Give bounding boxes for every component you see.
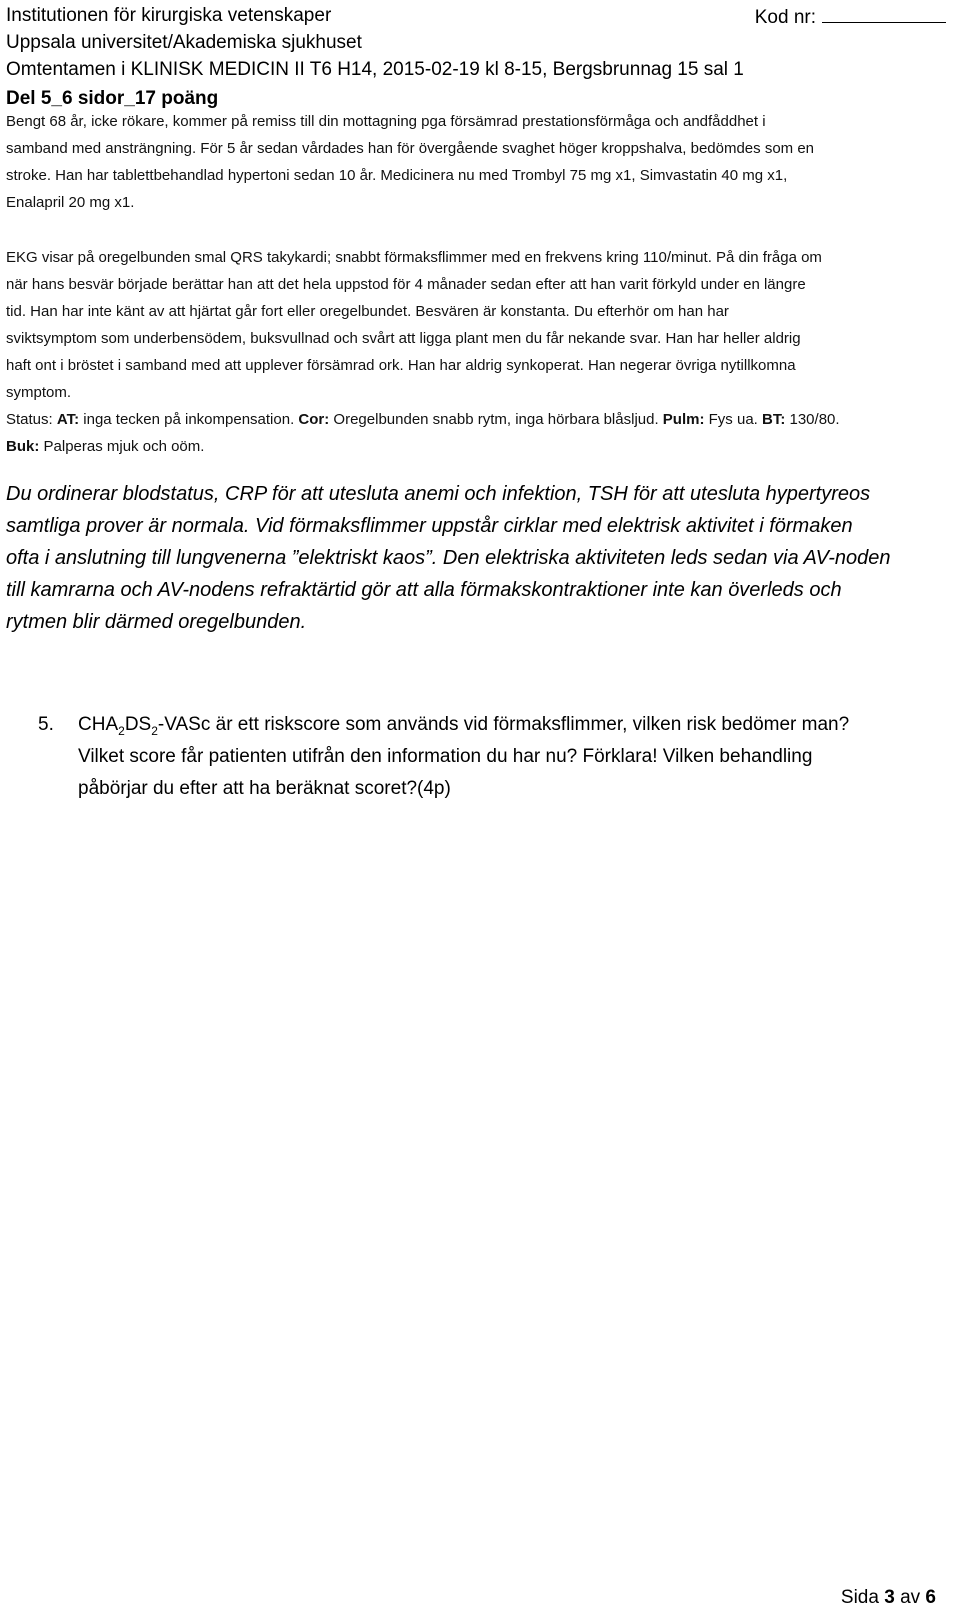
answer-line: ofta i anslutning till lungvenerna ”elektriskt kaos”. Den elektriska aktiviteten leds sedan via AV-noden: [6, 547, 891, 569]
case-line: stroke. Han har tablettbehandlad hypertoni sedan 10 år. Medicinera nu med Trombyl 75 mg x1, Simvastatin 40 mg x1,: [6, 167, 788, 184]
at-text: inga tecken på inkompensation.: [83, 411, 295, 428]
institution-name: Institutionen för kirurgiska vetenskaper: [6, 5, 332, 26]
code-number-field: [755, 3, 946, 31]
question-number: 5.: [38, 714, 54, 735]
status-label: Status:: [6, 411, 53, 428]
score-subscript-b: 2: [151, 723, 158, 738]
bt-label: BT:: [762, 411, 786, 428]
ekg-line: när hans besvär började berättar han att det hela uppstod för 4 månader sedan efter att han varit förkyld under en längre: [6, 276, 806, 293]
page-of-word: av: [900, 1587, 921, 1608]
ekg-history: [6, 244, 946, 460]
question-line-3: påbörjar du efter att ha beräknat scoret?(4p): [78, 778, 451, 799]
case-line: Bengt 68 år, icke rökare, kommer på remiss till din mottagning pga försämrad prestationsförmåga och andfåddhet i: [6, 113, 766, 130]
buk-label: Buk:: [6, 438, 40, 455]
ekg-line: sviktsymptom som underbensödem, buksvullnad och svårt att ligga plant men du får nekande svar. Han har heller aldrig: [6, 330, 801, 347]
case-line: Enalapril 20 mg x1.: [6, 194, 135, 211]
score-subscript-a: 2: [118, 723, 125, 738]
question-line-1-rest: -VASc är ett riskscore som används vid förmaksflimmer, vilken risk bedömer man?: [157, 714, 850, 735]
pulm-label: Pulm:: [662, 411, 705, 428]
header-university: Uppsala universitet/Akademiska sjukhuset: [6, 32, 362, 53]
buk-line: [6, 433, 946, 460]
status-line: [6, 406, 946, 433]
cor-label: Cor:: [298, 411, 330, 428]
answer-line: Du ordinerar blodstatus, CRP för att utesluta anemi och infektion, TSH för att utesluta hypertyreos: [6, 483, 871, 505]
cor-text: Oregelbunden snabb rytm, inga hörbara blåsljud.: [333, 411, 659, 428]
page-total: 6: [925, 1587, 936, 1608]
case-description: [6, 108, 946, 216]
pulm-text: Fys ua.: [708, 411, 758, 428]
code-blank-line: [822, 3, 946, 23]
question-line-1: [78, 709, 938, 741]
ekg-line: tid. Han har inte känt av att hjärtat går fort eller oregelbundet. Besvären är konstanta. Du efterhör om han har: [6, 303, 729, 320]
answer-line: samtliga prover är normala. Vid förmaksflimmer uppstår cirklar med elektrisk aktivitet i förmaken: [6, 515, 853, 537]
answer-line: till kamrarna och AV-nodens refraktärtid gör att alla förmakskontraktioner inte kan överleds och: [6, 579, 842, 601]
at-label: AT:: [56, 411, 80, 428]
answer-line: rytmen blir därmed oregelbunden.: [6, 611, 307, 633]
ekg-line: symptom.: [6, 384, 72, 401]
header-part: Del 5_6 sidor_17 poäng: [6, 88, 219, 109]
score-name-part-b: DS: [124, 714, 152, 735]
header-exam-title: Omtentamen i KLINISK MEDICIN II T6 H14, 2015-02-19 kl 8-15, Bergsbrunnag 15 sal 1: [6, 59, 744, 80]
ekg-line: EKG visar på oregelbunden smal QRS takykardi; snabbt förmaksflimmer med en frekvens kring 110/minut. På din fråga om: [6, 249, 822, 266]
question-line-2: Vilket score får patienten utifrån den information du har nu? Förklara! Vilken behandling: [78, 746, 813, 767]
answer-text: [6, 478, 951, 638]
page-number: [841, 1586, 936, 1610]
page-current: 3: [884, 1587, 895, 1608]
case-line: samband med ansträngning. För 5 år sedan vårdades han för övergående svaghet höger kroppshalva, bedömdes som en: [6, 140, 815, 157]
score-name-part-a: CHA: [78, 714, 119, 735]
code-label: Kod nr:: [754, 7, 816, 28]
header-institution-row: [6, 3, 946, 29]
bt-text: 130/80.: [789, 411, 840, 428]
page-word: Sida: [840, 1587, 879, 1608]
buk-text: Palperas mjuk och oöm.: [43, 438, 205, 455]
question-text: [78, 709, 938, 805]
ekg-line: haft ont i bröstet i samband med att upplever försämrad ork. Han har aldrig synkoperat. Han negerar övriga nytillkomna: [6, 357, 796, 374]
